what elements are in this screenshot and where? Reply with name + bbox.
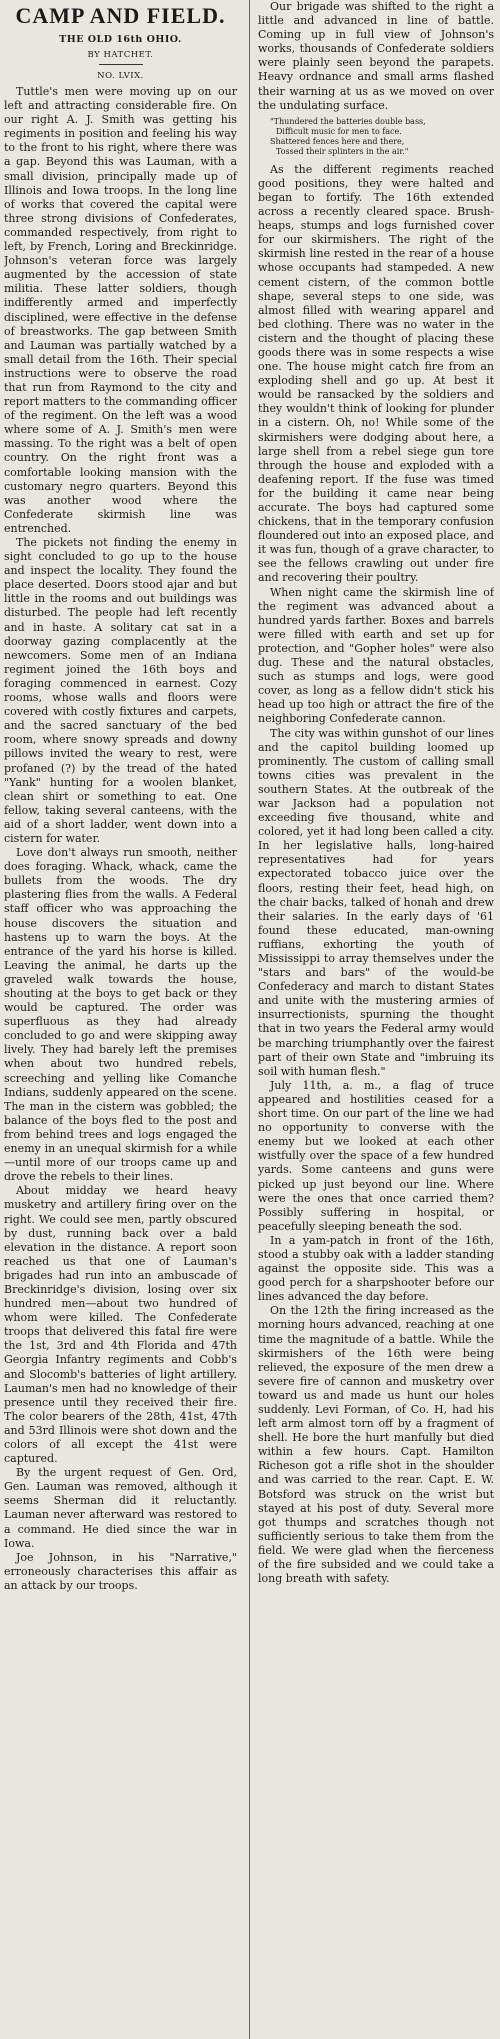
paragraph: As the different regiments reached good positions, they were halted and began to fortify. The 16th extended across a recently cleared space. Brush-heaps, stumps and logs furnished cover for our skirmishers. The right of the skirmish line rested in the rear of a house whose occupants had stampeded. A new cement cistern, of the common bottle shape, several steps to one side, was almost filled with wearing apparel and bed clothing. There was no water in the cistern and the thought of placing these goods there was in some respects a wise one. The house might catch fire from an exploding shell and go up. At best it would be ransacked by the soldiers and they wouldn't think of looking for plunder in a cistern. Oh, no! While some of the skirmishers were dodging about here, a large shell from a rebel siege gun tore through the house and exploded with a deafening report. If the fuse was timed for the building it came near being accurate. The boys had captured some chickens, that in the temporary confusion floundered out into an exposed place, and it was fun, though of a grave character, to see the fellows crawling out under fire and recovering their poultry. — [258, 162, 494, 585]
masthead-title: CAMP AND FIELD. — [15, 3, 226, 28]
verse-line: Shattered fences here and there, — [270, 136, 405, 146]
quoted-verse — [270, 117, 494, 157]
paragraph: The city was within gunshot of our lines and the capitol building loomed up prominently. The custom of calling small towns cities was prevalent in the southern States. At the outbreak of the war Jackson had a population not exceeding five thousand, white and colored, yet it had long been called a city. In her legislative halls, long-haired representatives had for years expectorated tobacco juice over the floors, resting their feet, head high, on the chair backs, talked of honah and drew their salaries. In the early days of '61 found these educated, man-owning ruffians, exhorting the youth of Mississippi to array themselves under the "stars and bars" of the would-be Confederacy and march to distant States and unite with the mustering armies of insurrectionists, spurning the thought that in two years the Federal army would be marching triumphantly over the fairest part of their own State and "imbruing its soil with human flesh." — [258, 726, 494, 1078]
paragraph: July 11th, a. m., a flag of truce appeared and hostilities ceased for a short time. On our part of the line we had no opportunity to converse with the enemy but we looked at each other wistfully over the space of a few hundred yards. Some canteens and guns were picked up just beyond our line. Where were the ones that once carried them? Possibly suffering in hospital, or peacefully sleeping beneath the sod. — [258, 1078, 494, 1233]
right-column — [258, 0, 494, 2039]
paragraph: In a yam-patch in front of the 16th, stood a stubby oak with a ladder standing against the opposite side. This was a good perch for a sharpshooter before our lines advanced the day before. — [258, 1233, 494, 1304]
verse-line: Difficult music for men to face. — [276, 126, 402, 136]
paragraph: The pickets not finding the enemy in sight concluded to go up to the house and inspect the locality. They found the place deserted. Doors stood ajar and but little in the rooms and out buildings was disturbed. The people had left recently and in haste. A solitary cat sat in a doorway gazing complacently at the newcomers. Some men of an Indiana regiment joined the 16th boys and foraging commenced in earnest. Cozy rooms, whose walls and floors were covered with costly fixtures and carpets, and the sacred sanctuary of the bed room, where snowy spreads and downy pillows invited the weary to rest, were profaned (?) by the tread of the hated "Yank" hunting for a woolen blanket, clean shirt or something to eat. One fellow, taking several canteens, with the aid of a short ladder, went down into a cistern for water. — [4, 536, 237, 845]
paragraph: On the 12th the firing increased as the morning hours advanced, reaching at one time the magnitude of a battle. While the skirmishers of the 16th were being relieved, the exposure of the men drew a severe fire of cannon and musketry over toward us and made us hunt our holes suddenly. Levi Forman, of Co. H, had his left arm almost torn off by a fragment of shell. He bore the hurt manfully but died within a few hours. Capt. Hamilton Richeson got a rifle shot in the shoulder and was carried to the rear. Capt. E. W. Botsford was struck on the wrist but stayed at his post of duty. Several more got thumps and scratches though not sufficiently serious to take them from the field. We were glad when the fierceness of the fire subsided and we could take a long breath with safety. — [258, 1304, 494, 1586]
byline: BY HATCHET. — [87, 50, 154, 60]
paragraph: Our brigade was shifted to the right a little and advanced in line of battle. Coming up in full view of Johnson's works, thousands of Confederate soldiers were plainly seen beyond the parapets. Heavy ordnance and small arms flashed their warning at us as we moved on over the undulating surface. — [258, 0, 494, 112]
paragraph: About midday we heard heavy musketry and artillery firing over on the right. We could see men, partly obscured by dust, running back over a bald elevation in the distance. A report soon reached us that one of Lauman's brigades had run into an ambuscade of Breckinridge's division, losing over six hundred men—about two hundred of whom were killed. The Confederate troops that delivered this fatal fire were the 1st, 3rd and 4th Florida and 47th Georgia Infantry regiments and Cobb's and Slocomb's batteries of light artillery. Lauman's men had no knowledge of their presence until they received their fire. The color bearers of the 28th, 41st, 47th and 53rd Illinois were shot down and the colors of all except the 41st were captured. — [4, 1184, 237, 1466]
paragraph: Tuttle's men were moving up on our left and attracting considerable fire. On our right A. J. Smith was getting his regiments in position and feeling his way to the front to his right, where there was a gap. Beyond this was Lauman, with a small division, principally made up of Illinois and Iowa troops. In the long line of works that covered the capital were three strong divisions of Confederates, commanded respectively, from right to left, by French, Loring and Breckinridge. Johnson's veteran force was largely augmented by the accession of state militia. These latter soldiers, though indifferently armed and imperfectly disciplined, were effective in the defense of breastworks. The gap between Smith and Lauman was partially watched by a small detail from the 16th. Their special instructions were to observe the road that run from Raymond to the city and report matters to the commanding officer of the regiment. On the left was a wood where some of A. J. Smith's men were massing. To the right was a belt of open country. On the right front was a comfortable looking mansion with the customary negro quarters. Beyond this was another wood where the Confederate skirmish line was entrenched. — [4, 85, 237, 535]
verse-line: Tossed their splinters in the air." — [276, 146, 409, 156]
verse-line: "Thundered the batteries double bass, — [270, 116, 426, 126]
divider — [99, 64, 143, 65]
paragraph: Love don't always run smooth, neither does foraging. Whack, whack, came the bullets from the woods. The dry plastering flies from the walls. A Federal staff officer who was approaching the house discovers the situation and hastens up to warn the boys. At the entrance of the yard his horse is killed. Leaving the animal, he darts up the graveled walk towards the house, shouting at the boys to get back or they would be captured. The order was superfluous as they had already concluded to go and were skipping away lively. They had barely left the premises when about two hundred rebels, screeching and yelling like Comanche Indians, suddenly appeared on the scene. The man in the cistern was gobbled; the balance of the boys fled to the post and from behind trees and logs engaged the enemy in an unequal skirmish for a while—until more of our troops came up and drove the rebels to their lines. — [4, 846, 237, 1184]
paragraph: Joe Johnson, in his "Narrative," erroneously characterises this affair as an attack by our troops. — [4, 1550, 237, 1592]
column-rule — [249, 0, 250, 2039]
article-subtitle: THE OLD 16th OHIO. — [59, 34, 182, 45]
left-column — [4, 0, 240, 2039]
paragraph: When night came the skirmish line of the regiment was advanced about a hundred yards farther. Boxes and barrels were filled with earth and set up for protection, and "Gopher holes" were also dug. These and the natural obstacles, such as stumps and logs, were good cover, as long as a fellow didn't stick his head up too high or attract the fire of the neighboring Confederate cannon. — [258, 585, 494, 726]
paragraph: By the urgent request of Gen. Ord, Gen. Lauman was removed, although it seems Sherman did it reluctantly. Lauman never afterward was restored to a command. He died since the war in Iowa. — [4, 1466, 237, 1550]
part-number: NO. LVIX. — [97, 71, 144, 81]
